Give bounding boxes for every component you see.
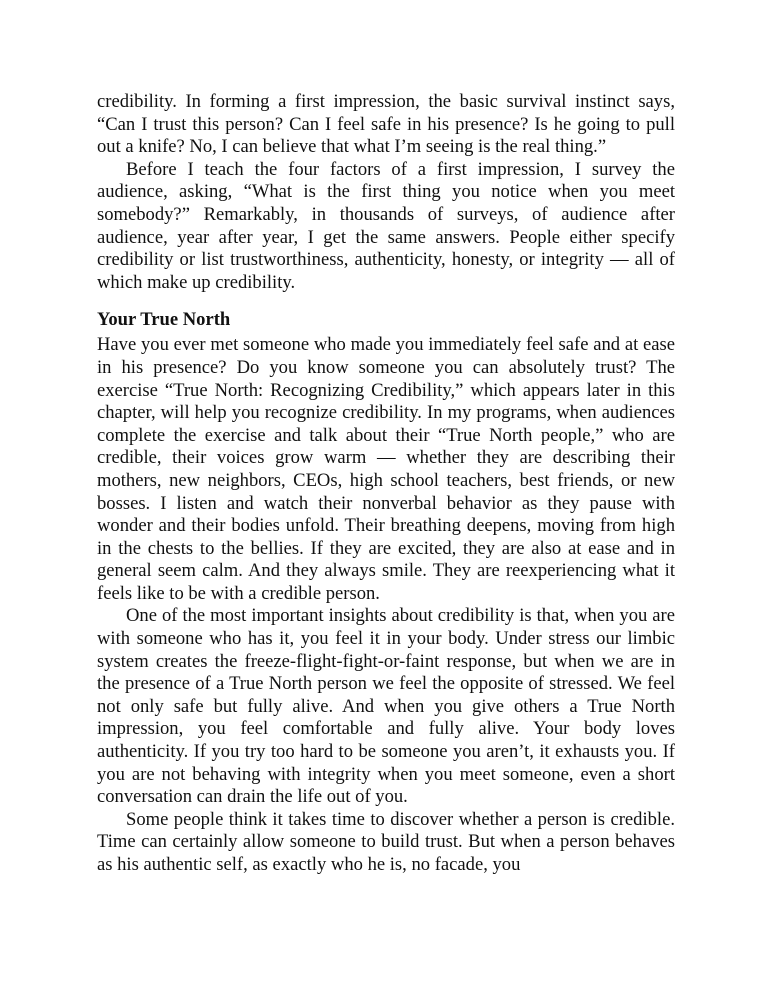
paragraph-credibility-instinct: credibility. In forming a first impression, the basic survival instinct says, “Can I trust this person? Can I feel safe in his presence? Is he going to pull out a knife? No, I can believe that what I’m seeing is the real thing.” bbox=[97, 91, 675, 158]
paragraph-time-and-trust: Some people think it takes time to discover whether a person is credible. Time can certainly allow someone to build trust. But when a person behaves as his authentic self, as exactly who he is, no facade, you bbox=[97, 808, 675, 875]
section-heading: Your True North bbox=[97, 309, 231, 331]
book-page bbox=[97, 91, 675, 877]
paragraph-credibility-insight: One of the most important insights about credibility is that, when you are with someone who has it, you feel it in your body. Under stress our limbic system creates the freeze-flight-fight-or-faint response, but when we are in the presence of a True North person we feel the opposite of stressed. We feel not only safe but fully alive. And when you give others a True North impression, you feel comfortable and fully alive. Your body loves authenticity. If you try too hard to be someone you aren’t, it exhausts you. If you are not behaving with integrity when you meet someone, even a short conversation can drain the life out of you. bbox=[97, 605, 675, 808]
paragraph-audience-survey: Before I teach the four factors of a first impression, I survey the audience, asking, “What is the first thing you notice when you meet somebody?” Remarkably, in thousands of surveys, of audience after audience, year after year, I get the same answers. People either specify credibility or list trustworthiness, authenticity, honesty, or integrity — all of which make up credibility. bbox=[97, 158, 675, 293]
paragraph-true-north-people: Have you ever met someone who made you immediately feel safe and at ease in his presence? Do you know someone you can absolutely trust? The exercise “True North: Recognizing Credibility,” which appears later in this chapter, will help you recognize credibility. In my programs, when audiences complete the exercise and talk about their “True North people,” who are credible, their voices grow warm — whether they are describing their mothers, new neighbors, CEOs, high school teachers, best friends, or new bosses. I listen and watch their nonverbal behavior as they pause with wonder and their bodies unfold. Their breathing deepens, moving from high in the chests to the bellies. If they are excited, they are also at ease and in general seem calm. And they always smile. They are reexperiencing what it feels like to be with a credible person. bbox=[97, 334, 675, 604]
